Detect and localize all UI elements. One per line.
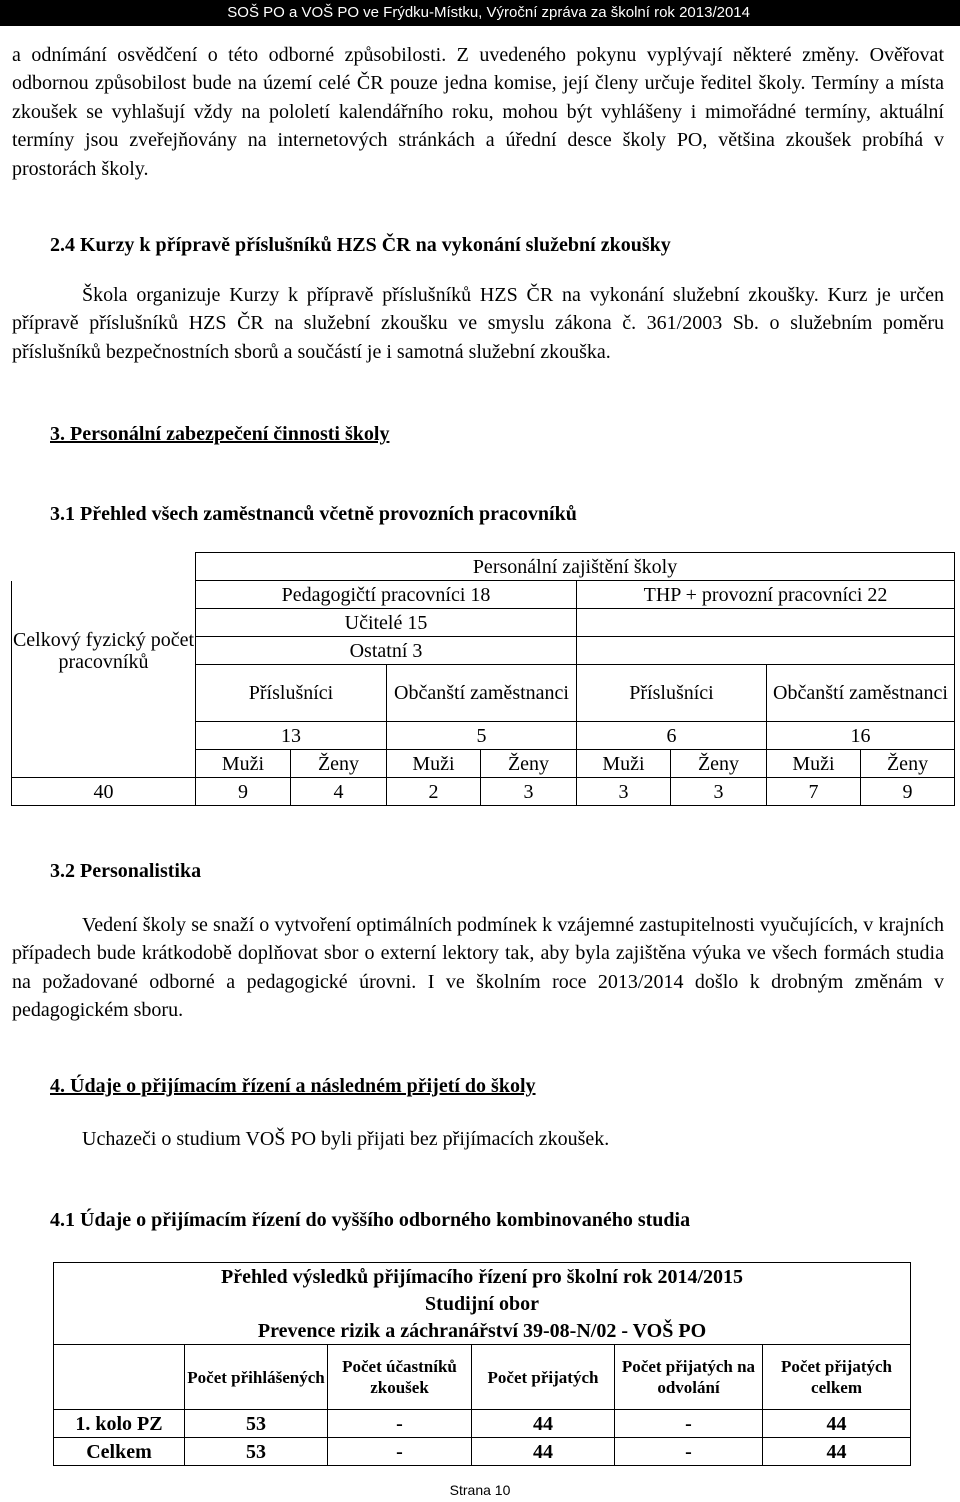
value-cell: -: [615, 1410, 763, 1438]
heading-4: 4. Údaje o přijímacím řízení a následném přijetí do školy: [50, 1075, 536, 1097]
women-header: Ženy: [481, 750, 577, 778]
value-cell: 44: [763, 1438, 911, 1466]
heading-3-1: 3.1 Přehled všech zaměstnanců včetně provozních pracovníků: [50, 503, 577, 525]
thp-empty-2: [577, 637, 955, 665]
ped-civilians-header: Občanští zaměstnanci: [387, 665, 577, 722]
total-staff-label: Celkový fyzický počet pracovníků: [12, 581, 196, 722]
value-cell: 7: [767, 778, 861, 806]
value-cell: -: [328, 1410, 472, 1438]
heading-3-2: 3.2 Personalistika: [50, 860, 202, 882]
subtotal-cell: 13: [196, 722, 387, 750]
subtotal-cell: 16: [767, 722, 955, 750]
column-header: Počet přijatých: [472, 1345, 615, 1410]
value-cell: 2: [387, 778, 481, 806]
women-header: Ženy: [291, 750, 387, 778]
admission-table-title: Přehled výsledků přijímacího řízení pro školní rok 2014/2015: [54, 1263, 911, 1291]
value-cell: 53: [185, 1438, 328, 1466]
value-cell: 44: [472, 1438, 615, 1466]
teachers-count: Učitelé 15: [196, 609, 577, 637]
column-header: Počet přijatých celkem: [763, 1345, 911, 1410]
paragraph-personnel: Vedení školy se snaží o vytvoření optimálních podmínek k vzájemné zastupitelnosti vyučujících, v krajních případech bude krátkodobě doplňovat sbor o externí lektory tak, aby byla zajištěna výuka ve všech formách studia na požadované odborné a pedagogické úrovni. I ve školním roce 2013/2014 došlo k drobným změnám v pedagogickém sboru.: [12, 914, 944, 1022]
men-header: Muži: [767, 750, 861, 778]
admission-table-subtitle: Studijní obor: [54, 1290, 911, 1317]
paragraph-admission: Uchazeči o studium VOŠ PO byli přijati bez přijímacích zkoušek.: [82, 1128, 610, 1150]
thp-civilians-header: Občanští zaměstnanci: [767, 665, 955, 722]
staff-table: [11, 552, 955, 806]
thp-members-header: Příslušníci: [577, 665, 767, 722]
heading-4-1: 4.1 Údaje o přijímacím řízení do vyššího odborného kombinovaného studia: [50, 1209, 691, 1231]
heading-3: 3. Personální zabezpečení činnosti školy: [50, 423, 390, 445]
heading-2-4: 2.4 Kurzy k přípravě příslušníků HZS ČR na vykonání služební zkoušky: [50, 234, 671, 256]
subtotal-cell: 5: [387, 722, 577, 750]
men-header: Muži: [196, 750, 291, 778]
page-number: Strana 10: [449, 1482, 511, 1498]
column-header: Počet přihlášených: [185, 1345, 328, 1410]
value-cell: 9: [861, 778, 955, 806]
value-cell: 3: [481, 778, 577, 806]
row-label: Celkem: [54, 1438, 185, 1466]
value-cell: 4: [291, 778, 387, 806]
thp-empty-1: [577, 609, 955, 637]
others-count: Ostatní 3: [196, 637, 577, 665]
women-header: Ženy: [861, 750, 955, 778]
value-cell: 40: [12, 778, 196, 806]
value-cell: -: [615, 1438, 763, 1466]
subtotal-cell: 6: [577, 722, 767, 750]
value-cell: 9: [196, 778, 291, 806]
ped-members-header: Příslušníci: [196, 665, 387, 722]
value-cell: 3: [671, 778, 767, 806]
blank-cell: [12, 722, 196, 750]
blank-cell: [12, 750, 196, 778]
admission-table-program: Prevence rizik a záchranářství 39-08-N/02 - VOŠ PO: [54, 1317, 911, 1345]
value-cell: 44: [763, 1410, 911, 1438]
paragraph-courses: Škola organizuje Kurzy k přípravě příslušníků HZS ČR na vykonání služební zkoušky. Kurz je určen přípravě příslušníků HZS ČR na služební zkoušku ve smyslu zákona č. 361/2003 Sb. o služebním poměru příslušníků bezpečnostních sborů a součástí je i samotná služební zkouška.: [12, 284, 944, 363]
row-label: 1. kolo PZ: [54, 1410, 185, 1438]
admission-table: [53, 1262, 911, 1466]
men-header: Muži: [387, 750, 481, 778]
value-cell: 44: [472, 1410, 615, 1438]
column-header: Počet účastníků zkoušek: [328, 1345, 472, 1410]
document-header: SOŠ PO a VOŠ PO ve Frýdku-Místku, Výroční zpráva za školní rok 2013/2014: [0, 0, 960, 26]
paragraph-certification: a odnímání osvědčení o této odborné způsobilosti. Z uvedeného pokynu vyplývají některé změny. Ověřovat odbornou způsobilost bude na území celé ČR pouze jedna komise, její členy určuje ředitel školy. Termíny a místa zkoušek se vyhlašují vždy na pololetí kalendářního roku, mohou být vyhlášeny i mimořádné termíny, aktuální termíny jsou zveřejňovány na internetových stránkách a úřední desce školy PO, většina zkoušek probíhá v prostorách školy.: [12, 44, 944, 180]
staff-table-title: Personální zajištění školy: [196, 553, 955, 581]
men-header: Muži: [577, 750, 671, 778]
value-cell: 53: [185, 1410, 328, 1438]
women-header: Ženy: [671, 750, 767, 778]
value-cell: 3: [577, 778, 671, 806]
thp-header: THP + provozní pracovníci 22: [577, 581, 955, 609]
value-cell: -: [328, 1438, 472, 1466]
pedagogical-header: Pedagogičtí pracovníci 18: [196, 581, 577, 609]
blank-cell: [54, 1345, 185, 1410]
column-header: Počet přijatých na odvolání: [615, 1345, 763, 1410]
